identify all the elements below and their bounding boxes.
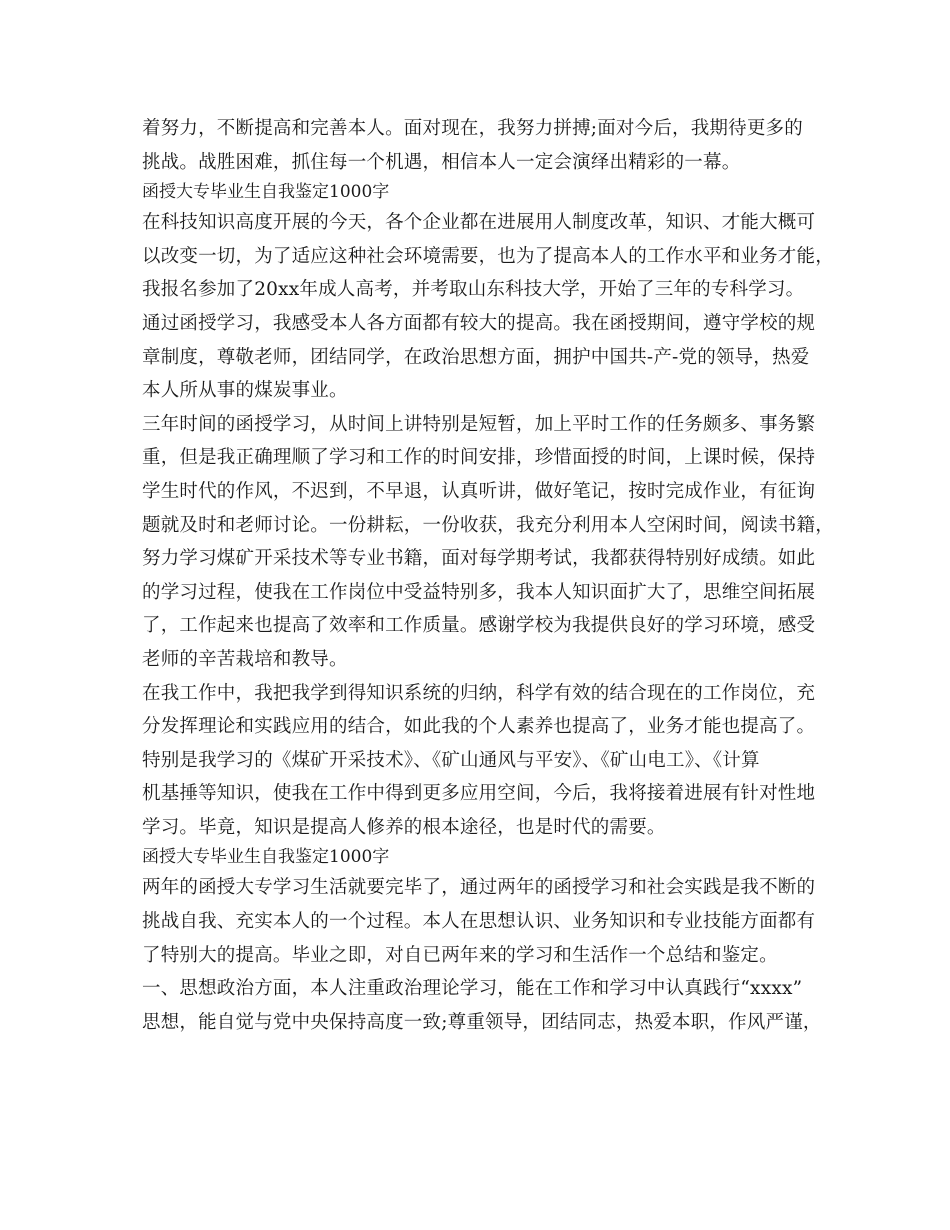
text-line: 老师的辛苦栽培和教导。 <box>142 648 348 670</box>
text-line: 在科技知识高度开展的今天，各个企业都在进展用人制度改革，知识、才能大概可 <box>142 212 816 234</box>
paragraph-continuation <box>142 112 822 179</box>
text-line: 学习。毕竟，知识是提高人修养的根本途径，也是时代的需要。 <box>142 816 666 838</box>
text-line: 以改变一切，为了适应这种社会环境需要，也为了提高本人的工作水平和业务才能， <box>142 245 834 267</box>
text-line: 了特别大的提高。毕业之即，对自已两年来的学习和生活作一个总结和鉴定。 <box>142 944 778 966</box>
text-line: 在我工作中，我把我学到得知识系统的归纳，科学有效的结合现在的工作岗位，充 <box>142 682 816 704</box>
text-line: 重，但是我正确理顺了学习和工作的时间安排，珍惜面授的时间，上课时候，保持 <box>142 447 816 469</box>
section-heading: 函授大专毕业生自我鉴定1000字 <box>142 847 390 868</box>
section-heading: 函授大专毕业生自我鉴定1000字 <box>142 182 390 203</box>
paragraph <box>142 972 822 1039</box>
text-line: 题就及时和老师讨论。一份耕耘，一份收获，我充分利用本人空闲时间，阅读书籍， <box>142 514 834 536</box>
text-line: 了，工作起来也提高了效率和工作质量。感谢学校为我提供良好的学习环境，感受 <box>142 615 816 637</box>
paragraph <box>142 206 834 307</box>
text-line: 着努力，不断提高和完善本人。面对现在，我努力拼搏;面对今后，我期待更多的 <box>142 118 803 139</box>
text-line: 分发挥理论和实践应用的结合，如此我的个人素养也提高了，业务才能也提高了。 <box>142 716 816 738</box>
text-line: 的学习过程，使我在工作岗位中受益特别多，我本人知识面扩大了，思维空间拓展 <box>142 581 816 603</box>
text-line: 学生时代的作风，不迟到，不早退，认真听讲，做好笔记，按时完成作业，有征询 <box>142 480 816 502</box>
text-line: 机基捶等知识，使我在工作中得到更多应用空间，今后，我将接着进展有针对性地 <box>142 783 816 805</box>
text-line: 一、思想政治方面，本人注重政治理论学习，能在工作和学习中认真践行“xxxx” <box>142 978 803 1000</box>
text-line: 本人所从事的煤炭事业。 <box>142 380 348 402</box>
text-line: 特别是我学习的《煤矿开采技术》、《矿山通风与平安》、《矿山电工》、《计算 <box>142 749 760 771</box>
paragraph <box>142 307 822 408</box>
text-line: 两年的函授大专学习生活就要完毕了，通过两年的函授学习和社会实践是我不断的 <box>142 877 816 899</box>
text-line: 章制度，尊敬老师，团结同学，在政治思想方面，拥护中国共-产-党的领导，热爱 <box>142 346 810 368</box>
paragraph <box>142 677 822 845</box>
text-line: 思想，能自觉与党中央保持高度一致;尊重领导，团结同志，热爱本职，作风严谨， <box>142 1011 822 1033</box>
text-line: 通过函授学习，我感受本人各方面都有较大的提高。我在函授期间，遵守学校的规 <box>142 312 816 334</box>
text-line: 挑战自我、充实本人的一个过程。本人在思想认识、业务知识和专业技能方面都有 <box>142 911 816 933</box>
paragraph <box>142 871 822 972</box>
text-line: 三年时间的函授学习，从时间上讲特别是短暂，加上平时工作的任务颇多、事务繁 <box>142 413 816 435</box>
paragraph <box>142 408 834 677</box>
text-line: 挑战。战胜困难，抓住每一个机遇，相信本人一定会演绎出精彩的一幕。 <box>142 151 741 173</box>
text-line: 我报名参加了20xx年成人高考，并考取山东科技大学，开始了三年的专科学习。 <box>142 279 805 301</box>
text-line: 努力学习煤矿开采技术等专业书籍，面对每学期考试，我都获得特别好成绩。如此 <box>142 548 816 570</box>
document-page <box>142 112 834 1039</box>
